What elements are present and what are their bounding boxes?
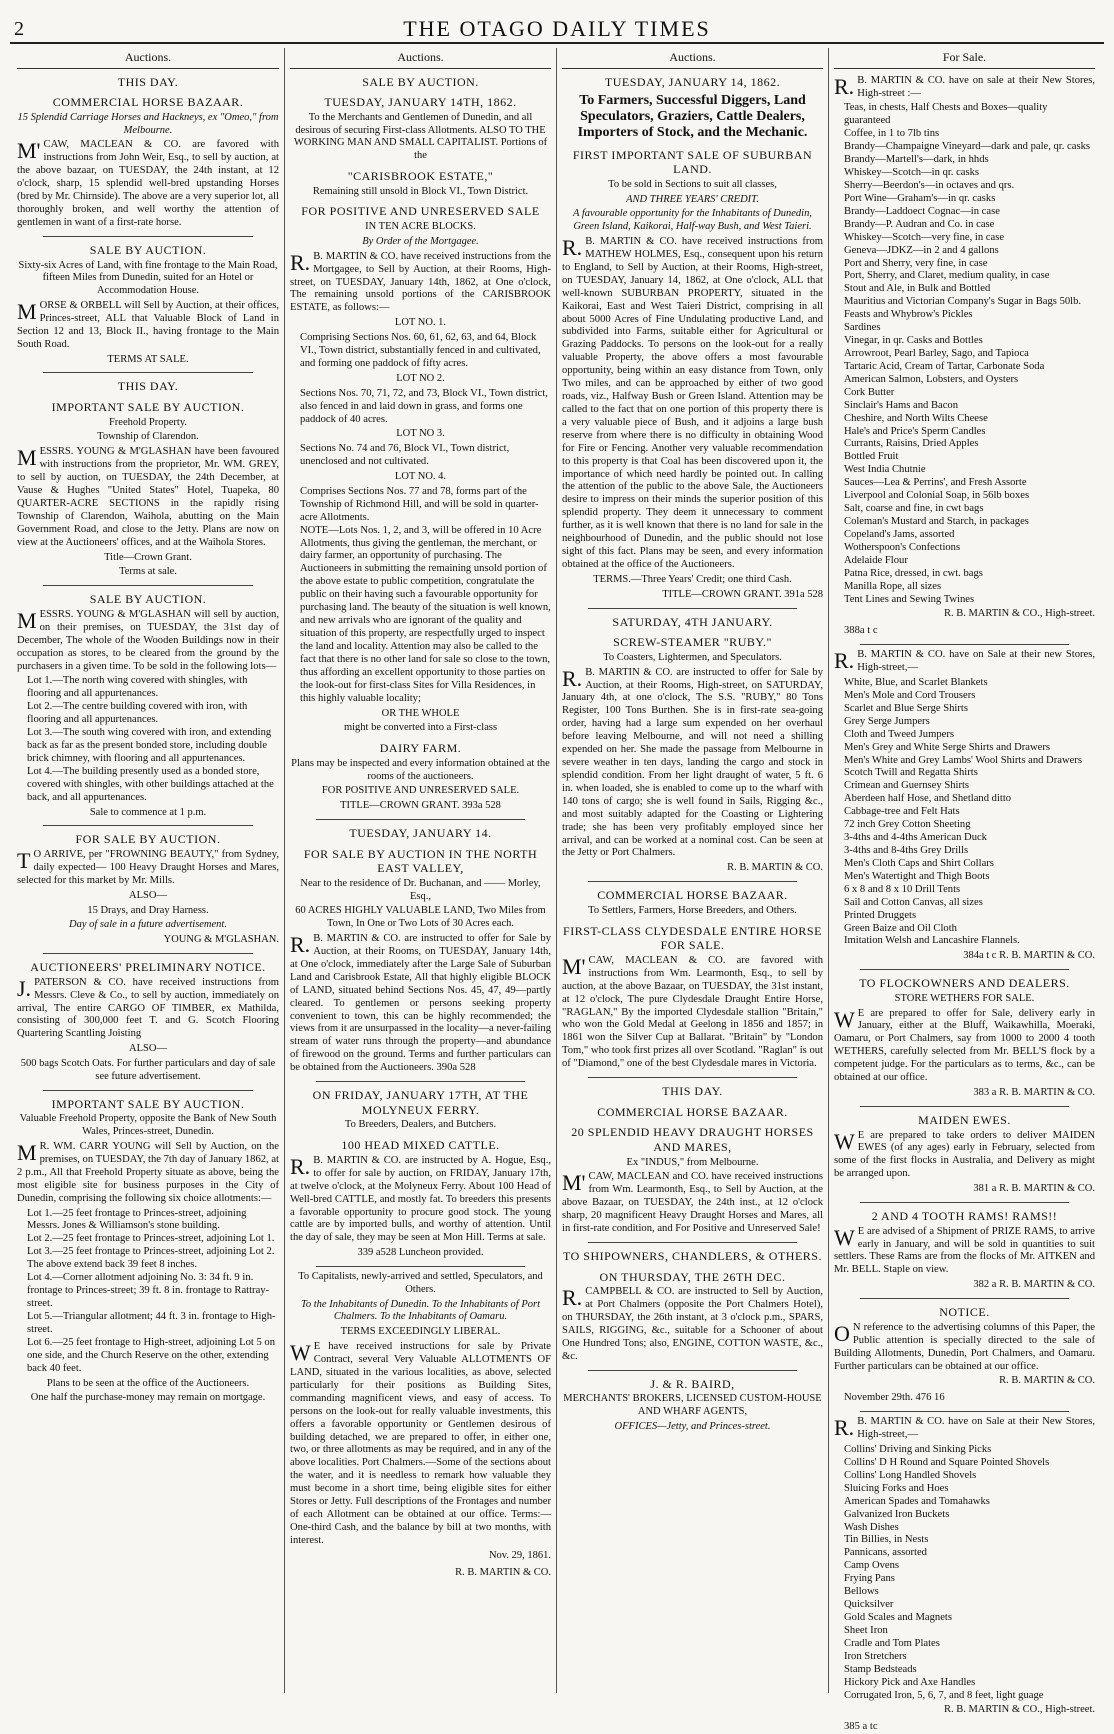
list-item: Whiskey—Scotch—in qr. casks	[844, 167, 980, 179]
column-2	[284, 48, 556, 1693]
list-item: Corrugated Iron, 5, 6, 7, and 8 feet, light guage	[844, 1689, 1044, 1701]
list-item: Cradle and Tom Plates	[844, 1637, 940, 1649]
list-item: Quicksilver	[844, 1599, 894, 1611]
list-item: Port Wine—Graham's—in qr. casks	[844, 192, 996, 204]
ad-terms: Terms at sale.	[119, 566, 177, 578]
ad-body: R.CAMPBELL & CO. are instructed to Sell by Auction, at Port Chalmers (opposite the Port Chalmers Hotel), on THURSDAY, the 26th instant, at 3 o'clock p.m., SPARS, SAILS, RIGGING, &c., suitable for a Schooner of about One Hundred Tons; also, ENGINE, COTTON WASTE, &c., &c.	[562, 1285, 823, 1362]
list-item: Currants, Raisins, Dried Apples	[844, 438, 979, 450]
ad-signature: YOUNG & M'GLASHAN.	[163, 934, 279, 946]
list-item: Sardines	[844, 322, 881, 334]
ad-ref: 388a t c	[844, 625, 878, 637]
ad-terms: TERMS AT SALE.	[107, 353, 189, 365]
ad-heading: TO FLOCKOWNERS AND DEALERS.	[859, 976, 1070, 991]
list-item: Cheshire, and North Wilts Cheese	[844, 412, 988, 424]
lot-item: Sections No. 74 and 76, Block VI., Town district, unenclosed and not cultivated.	[300, 443, 510, 468]
ad-heading: FIRST-CLASS CLYDESDALE ENTIRE HORSE FOR SALE.	[563, 923, 822, 953]
ad-subheading: Sixty-six Acres of Land, with fine frontage to the Main Road, fifteen Miles from Dunedin, suited for an Hotel or Accommodation House.	[18, 259, 278, 297]
list-item: 3-4ths and 4-4ths American Duck	[844, 832, 987, 844]
ad-body: R.B. MARTIN & CO. have on Sale at their new Stores, High-street,—	[834, 648, 1095, 674]
list-item: Salt, coarse and fine, in cwt bags	[844, 503, 984, 515]
ad-note: Plans may be inspected and every information obtained at the rooms of the auctioneers.	[291, 757, 550, 782]
ad-heading: SALE BY AUCTION.	[362, 74, 479, 89]
list-item: Tent Lines and Sewing Twines	[844, 593, 975, 605]
ad-subheading: Near to the residence of Dr. Buchanan, and —— Morley, Esq.,	[300, 877, 541, 902]
lot-item: Lot 6.—25 feet frontage to High-street, adjoining Lot 5 on one side, and the Church Reserve on the other, extending back 40 feet.	[27, 1336, 276, 1374]
divider	[316, 819, 525, 820]
list-item: Liverpool and Colonial Soap, in 56lb boxes	[844, 490, 1030, 502]
lot-item: Comprises Sections Nos. 77 and 78, forms part of the Township of Richmond Hill, and will be sold in quarter-acre Allotments.	[300, 485, 539, 523]
list-item: Crimean and Guernsey Shirts	[844, 780, 970, 792]
list-item: Feasts and Whybrow's Pickles	[844, 309, 973, 321]
ad-subheading: To Coasters, Lightermen, and Speculators.	[603, 651, 782, 663]
ad-heading: COMMERCIAL HORSE BAZAAR.	[597, 1104, 788, 1119]
ad-also: ALSO—	[129, 889, 167, 901]
divider	[43, 372, 253, 373]
ad-subheading: 15 Drays, and Dray Harness.	[87, 904, 209, 916]
ad-date: Nov. 29, 1861.	[488, 1549, 551, 1561]
ad-date: TUESDAY, JANUARY 14, 1862.	[604, 74, 781, 89]
divider	[43, 953, 253, 954]
lot-item: Lot 5.—Triangular allotment; 44 ft. 3 in. frontage to High-street.	[27, 1310, 276, 1335]
list-item: Hickory Pick and Axe Handles	[844, 1676, 976, 1688]
list-item: Camp Ovens	[844, 1560, 900, 1572]
divider	[43, 585, 253, 586]
ad-note: might be converted into a First-class	[343, 722, 498, 734]
ad-signature: R. B. MARTIN & CO., High-street.	[943, 608, 1095, 620]
ad-signature: R. B. MARTIN & CO.	[455, 1566, 551, 1578]
ad-subheading: Freehold Property.	[108, 416, 188, 428]
ad-body: MR. WM. CARR YOUNG will Sell by Auction, on the premises, on TUESDAY, the 7th day of January 1862, at 2 p.m., All that Freehold Property situate as above, being the most eligible site for business purposes in the City of Dunedin, comprising the following six choice allotments:—	[17, 1139, 279, 1204]
ad-subheading: To be sold in Sections to suit all classes,	[608, 178, 777, 190]
newspaper-title: THE OTAGO DAILY TIMES	[403, 16, 711, 41]
divider	[316, 1081, 525, 1082]
ad-body: MESSRS. YOUNG & M'GLASHAN will sell by auction, on their premises, on TUESDAY, the 31st day of December, The whole of the Wooden Buildings now in their occupation as stores, to be cleared from the ground by the purchasers in a given time. To be sold in the following lots—	[17, 607, 279, 672]
list-item: Aberdeen half Hose, and Shetland ditto	[844, 793, 1012, 805]
list-item: Collins' D H Round and Square Pointed Shovels	[844, 1456, 1050, 1468]
list-item: Bellows	[844, 1586, 879, 1598]
divider	[588, 608, 797, 609]
ad-ref: 385 a tc	[844, 1721, 878, 1733]
ad-body: J.PATERSON & CO. have received instructions from Messrs. Cleve & Co., to sell by auction, immediately on arrival, The entire CARGO OF TIMBER, ex Mathilda, consisting of 300,000 feet T. and G. Scotch Flooring Quartering Scantling Joisting	[17, 975, 279, 1040]
ad-body: R.B. MARTIN & CO. are instructed to offer for Sale by Auction, at their Rooms, on TUESDAY, January 14th, at One o'clock, immediately after the Large Sale of Suburban Land and Carisbrook Estate, All that highly eligible BLOCK of LAND, situated behind Sections Nos. 45, 47, 49—partly cleared. To gentlemen or persons seeking property convenient to town, this can be highly recommended; the views from it are unsurpassed in the locality—a never-failing stream of water runs through the property—and abundance of firewood on the ground. Terms and further particulars can be obtained from the Auctioneers. 390a 528	[290, 932, 551, 1074]
divider	[860, 1411, 1069, 1412]
ad-heading: COMMERCIAL HORSE BAZAAR.	[597, 888, 788, 903]
ad-subheading: Remaining still unsold in Block VI., Town District.	[312, 185, 529, 197]
ad-ref: 339 a528 Luncheon provided.	[357, 1247, 484, 1259]
ad-note: One half the purchase-money may remain on mortgage.	[30, 1392, 266, 1404]
list-item: 72 inch Grey Cotton Sheeting	[844, 819, 971, 831]
list-item: West India Chutnie	[844, 464, 926, 476]
divider	[43, 825, 253, 826]
list-item: Mauritius and Victorian Company's Sugar in Bags 50lb.	[844, 296, 1082, 308]
list-item: Tin Billies, in Nests	[844, 1534, 929, 1546]
ad-body: R.B. MARTIN & CO. have on Sale at their New Stores, High-street,—	[834, 1415, 1095, 1441]
ad-note: Sale to commence at 1 p.m.	[89, 806, 207, 818]
list-item: American Spades and Tomahawks	[844, 1495, 990, 1507]
list-item: Brandy—Laddoect Cognac—in case	[844, 205, 1000, 217]
list-item: Sinclair's Hams and Bacon	[844, 399, 959, 411]
page-number: 2	[14, 18, 24, 40]
ad-heading: FOR SALE BY AUCTION.	[75, 832, 221, 847]
list-item: Gold Scales and Magnets	[844, 1611, 952, 1623]
ad-heading: DAIRY FARM.	[379, 741, 462, 756]
lot-label: LOT NO 2.	[396, 372, 445, 384]
ad-heading: SCREW-STEAMER "RUBY."	[613, 635, 772, 650]
ad-note: FOR POSITIVE AND UNRESERVED SALE.	[321, 785, 520, 797]
list-item: Stamp Bedsteads	[844, 1663, 917, 1675]
list-item: Sherry—Beerdon's—in octaves and qrs.	[844, 180, 1015, 191]
lot-item: Lot 1.—The north wing covered with shingles, with flooring and all appurtenances.	[27, 675, 248, 700]
ad-heading: 100 HEAD MIXED CATTLE.	[341, 1138, 500, 1153]
lot-label: LOT NO. 1.	[394, 317, 447, 329]
list-item: Adelaide Flour	[844, 554, 908, 566]
ad-heading: FIRST IMPORTANT SALE OF SUBURBAN LAND.	[572, 147, 813, 177]
list-item: Galvanized Iron Buckets	[844, 1508, 950, 1520]
ad-body: R.B. MARTIN & CO. have received instructions from the Mortgagee, to Sell by Auction, at their Rooms, High-street, on TUESDAY, January 14th, 1862, at One o'clock, The remaining unsold portions of the CARISBROOK ESTATE, as follows:—	[290, 249, 551, 314]
list-item: Cabbage-tree and Felt Hats	[844, 806, 960, 818]
list-item: Cloth and Tweed Jumpers	[844, 728, 954, 740]
ad-subheading: A favourable opportunity for the Inhabitants of Dunedin, Green Island, Kaikorai, Half-way Bush, and West Taieri.	[573, 208, 812, 233]
ad-body: R.B. MARTIN & CO. are instructed by A. Hogue, Esq., to offer for sale by auction, on FRIDAY, January 17th, at twelve o'clock, at the Molyneux Ferry. About 100 Head of Well-bred CATTLE, and mostly fat. To breeders this presents a favorable opportunity to procure good stock. The young cattle are by imported bulls, and worthy of attention. Until the day of sale, they may be seen at Mon Hill. Terms at sale.	[290, 1153, 551, 1244]
ad-note: 500 bags Scotch Oats. For further particulars and day of sale see future advertisement.	[20, 1058, 276, 1082]
ad-heading: AUCTIONEERS' PRELIMINARY NOTICE.	[30, 960, 266, 975]
ad-body: MORSE & ORBELL will Sell by Auction, at their offices, Princes-street, ALL that Valuable Block of Land in Section 12 and 13, Block II., having frontage to the Main South Road.	[17, 298, 279, 350]
list-item: Arrowroot, Pearl Barley, Sago, and Tapioca	[844, 347, 1029, 359]
list-item: 3-4ths and 8-4ths Grey Drills	[844, 844, 969, 856]
ad-heading: THIS DAY.	[117, 379, 179, 394]
list-item: Patna Rice, dressed, in cwt. bags	[844, 567, 983, 579]
ad-office: OFFICES—Jetty, and Princes-street.	[614, 1421, 771, 1433]
list-item: Printed Druggets	[844, 909, 917, 921]
ad-body: R.B. MARTIN & CO. are instructed to offer for Sale by Auction, at their Rooms, High-street, on SATURDAY, January 4th, at one o'clock, The S.S. "RUBY," 80 Tons Register, 100 Tons Burthen. She is in first-rate sea-going order, having had a large sum expended on her overhaul before leaving Melbourne, and will not need a shilling expended on her. She made the passage from Melbourne in severe weather in ten days, landing the cargo and stock in splendid condition. From her light draught of water, 5 ft. 6 in. when loaded, she is enabled to come up to the wharf with 140 tons of cargo; she is well found in Sails, Rigging &c., and most suitably adapted for the Coasting or Lightering trade; she has been very profitably employed since her arrival, and can be worked at a nominal cost. Can be seen at the Jetty or Port Chalmers.	[562, 665, 823, 859]
list-item: Bottled Fruit	[844, 451, 899, 463]
ad-signature: 381 a R. B. MARTIN & CO.	[973, 1183, 1095, 1195]
column-4	[828, 48, 1100, 1733]
list-item: Geneva—JDKZ—in 2 and 4 gallons	[844, 244, 999, 256]
list-item: Wash Dishes	[844, 1521, 899, 1533]
list-item: Manilla Rope, all sizes	[844, 580, 942, 592]
ad-subheading: Township of Clarendon.	[97, 431, 199, 443]
list-item: Frying Pans	[844, 1573, 895, 1585]
column-header: For Sale.	[834, 48, 1095, 69]
ad-heading: TO SHIPOWNERS, CHANDLERS, & OTHERS.	[563, 1249, 822, 1264]
lot-item: Lot 2.—25 feet frontage to Princes-street, adjoining Lot 1.	[27, 1233, 275, 1245]
column-header: Auctions.	[562, 48, 823, 69]
column-header: Auctions.	[17, 48, 279, 69]
ad-body: WE are prepared to take orders to deliver MAIDEN EWES (of any ages) early in February, selected from some of the first flocks in Australia, and Delivery as might be arranged upon.	[834, 1128, 1095, 1180]
list-item: Collins' Driving and Sinking Picks	[844, 1443, 992, 1455]
ad-body: WE are prepared to offer for Sale, delivery early in January, either at the Bluff, Waikawhilla, Moeraki, Oamaru, or Port Chalmers, say from 1000 to 2000 4 tooth WETHERS, carefully selected from Mr. BELL'S flock by a competent judge. For the particulars as to terms, &c., can be obtained at our office.	[834, 1006, 1095, 1084]
list-item: Coffee, in 1 to 7lb tins	[844, 128, 940, 140]
divider	[588, 881, 797, 882]
list-item: 6 x 8 and 8 x 10 Drill Tents	[844, 883, 961, 895]
list-item: Scotch Twill and Regatta Shirts	[844, 767, 978, 779]
ad-estate: "CARISBROOK ESTATE,"	[347, 169, 494, 184]
list-item: Iron Stretchers	[844, 1650, 907, 1662]
list-item: Brandy—Champaigne Vineyard—dark and pale, qr. casks	[844, 141, 1090, 153]
list-item: Brandy—Martell's—dark, in hhds	[844, 154, 989, 166]
ad-body: M'CAW, MACLEAN & CO. are favored with instructions from Wm. Learmonth, Esq., to sell by auction, at the above Bazaar, on TUESDAY, the 31st instant, at 12 o'clock, The pure Clydesdale Draught Entire Horse, "RAGLAN," By the imported Clydesdale stallion "Britain," who won the Gold Medal at Geelong in 1856 and 1857; in 1861 won the Silver Cup at Ballarat. "Britain" by "London Tom," who took first prizes all over Scotland. "Raglan" is out of "Diamond," one of the best Clydesdale mares in Victoria.	[562, 953, 823, 1070]
ad-note: NOTE—Lots Nos. 1, 2, and 3, will be offered in 10 Acre Allotments, thus giving the gentleman, the merchant, or dairy farmer, an opportunity of purchasing. The Auctioneers in submitting the remaining unsold portion of the above estate to public competition, congratulate the public on their having such a favourable opportunity for purchasing land. The beauty of the situation is well known, and new arrivals who are ignorant of the quality and situation of this property, are respectfully urged to inspect the land and locality. Attention may also be called to the fact that there is no other land for sale so close to the town, thus affording an excellent opportunity to those parties on the look-out for first-class Sites for Villa Residences, in this highly valuable locality;	[300, 524, 551, 704]
ad-also: ALSO—	[129, 1043, 167, 1055]
list-item: Teas, in chests, Half Chests and Boxes—quality guaranteed	[844, 102, 1048, 127]
ad-heading: THIS DAY.	[117, 74, 179, 89]
list-item: Whiskey—Scotch—very fine, in case	[844, 231, 1005, 243]
list-item: Stout and Ale, in Bulk and Bottled	[844, 283, 991, 295]
list-item: Men's Cloth Caps and Shirt Collars	[844, 857, 994, 869]
ad-heading: FOR POSITIVE AND UNRESERVED SALE	[301, 204, 540, 219]
ad-note: Plans to be seen at the office of the Auctioneers.	[46, 1377, 250, 1389]
list-item: Cork Butter	[844, 386, 895, 398]
list-item: Copeland's Jams, assorted	[844, 528, 955, 540]
list-item: Tartaric Acid, Cream of Tartar, Carbonate Soda	[844, 360, 1045, 372]
list-item: Brandy—P. Audran and Co. in case	[844, 218, 995, 230]
list-item: Men's Grey and White Serge Shirts and Drawers	[844, 741, 1050, 753]
ad-subheading: Ex "INDUS," from Melbourne.	[626, 1156, 759, 1168]
ad-subheading: AND THREE YEARS' CREDIT.	[626, 193, 759, 205]
ad-title: Title—Crown Grant.	[104, 551, 192, 563]
ad-heading: 20 SPLENDID HEAVY DRAUGHT HORSES AND MARES,	[571, 1125, 814, 1155]
ad-heading: IMPORTANT SALE BY AUCTION.	[51, 1096, 245, 1111]
list-item: Hale's and Price's Sperm Candles	[844, 425, 986, 437]
list-item: Port and Sherry, very fine, in case	[844, 257, 988, 269]
list-item: Men's Watertight and Thigh Boots	[844, 870, 990, 882]
ad-heading: MAIDEN EWES.	[918, 1112, 1011, 1127]
ad-intro: To the Merchants and Gentlemen of Dunedin, and all desirous of securing First-class Allotments. ALSO TO THE WORKING MAN AND SMALL CAPITALIST. Portions of the	[293, 111, 548, 162]
ad-heading: ON FRIDAY, JANUARY 17TH, AT THE MOLYNEUX FERRY.	[312, 1088, 529, 1117]
divider	[588, 1077, 797, 1078]
divider	[860, 1298, 1069, 1299]
list-item: Wotherspoon's Confections	[844, 541, 961, 553]
ad-subheading: MERCHANTS' BROKERS, LICENSED CUSTOM-HOUSE AND WHARF AGENTS,	[563, 1393, 822, 1418]
list-item: Sail and Cotton Canvas, all sizes	[844, 896, 983, 908]
masthead	[0, 0, 1114, 41]
ad-subheading: To Settlers, Farmers, Horse Breeders, and Others.	[588, 904, 797, 916]
ad-heading: NOTICE.	[939, 1305, 990, 1320]
divider	[860, 644, 1069, 645]
list-item: Collins' Long Handled Shovels	[844, 1469, 977, 1481]
lot-label: LOT NO 3.	[396, 428, 445, 440]
list-item: Grey Serge Jumpers	[844, 715, 930, 727]
ad-heading: SALE BY AUCTION.	[89, 242, 207, 257]
lot-item: Lot 4.—Corner allotment adjoining No. 3: 34 ft. 9 in. frontage to Princes-street; 39 ft. 8 in. frontage to Rattray-street.	[27, 1272, 270, 1309]
ad-signature: 384a t c R. B. MARTIN & CO.	[963, 950, 1095, 962]
lot-item: The above extend back 39 feet 8 inches.	[27, 1259, 198, 1271]
list-item: Scarlet and Blue Serge Shirts	[844, 702, 968, 714]
ad-signature: R. B. MARTIN & CO.	[999, 1375, 1095, 1387]
ad-body: MESSRS. YOUNG & M'GLASHAN have been favoured with instructions from the proprietor, Mr. WM. GREY, to sell by auction, on TUESDAY, the 24th December, at Vause & Hughes "United States" Hotel, Tuapeka, 80 QUARTER-ACRE SECTIONS in the rapidly rising Township of Clarendon, Waihola, abutting on the Main Government Road, and close to the Jetty. Plans are now on view at the Auctioneers' offices, and at the Waihola Stores.	[17, 445, 279, 548]
list-item: Coleman's Mustard and Starch, in packages	[844, 515, 1029, 527]
ad-date: TUESDAY, JANUARY 14.	[349, 825, 492, 840]
ad-signature: R. B. MARTIN & CO.	[727, 862, 823, 874]
ad-body: TO ARRIVE, per "FROWNING BEAUTY," from Sydney, daily expected— 100 Heavy Draught Horses and Mares, selected for this market by Mr. Mills.	[17, 848, 279, 886]
ad-heading: IMPORTANT SALE BY AUCTION.	[51, 400, 245, 415]
ad-subheading: To Breeders, Dealers, and Butchers.	[344, 1119, 497, 1131]
ad-heading: J. & R. BAIRD,	[650, 1376, 735, 1391]
ad-date: TUESDAY, JANUARY 14TH, 1862.	[324, 95, 517, 110]
ad-heading: SALE BY AUCTION.	[89, 592, 207, 607]
divider	[316, 1266, 525, 1267]
list-item: White, Blue, and Scarlet Blankets	[844, 676, 988, 688]
ad-signature: 383 a R. B. MARTIN & CO.	[973, 1087, 1095, 1099]
ad-subheading: STORE WETHERS FOR SALE.	[894, 992, 1035, 1004]
ad-heading: 2 AND 4 TOOTH RAMS! RAMS!!	[871, 1209, 1058, 1223]
ad-heading: To Capitalists, newly-arrived and settled, Speculators, and Others.	[298, 1271, 543, 1295]
ad-heading: FOR SALE BY AUCTION IN THE NORTH EAST VALLEY,	[303, 846, 538, 876]
lot-item: Lot 2.—The centre building covered with iron, with flooring and all appurtenances.	[27, 701, 248, 726]
list-item: American Salmon, Lobsters, and Oysters	[844, 373, 1019, 385]
ad-terms: TERMS EXCEEDINGLY LIBERAL.	[340, 1326, 501, 1338]
list-item: Sauces—Lea & Perrins', and Fresh Assorte	[844, 477, 1027, 489]
list-item: Men's Mole and Cord Trousers	[844, 689, 976, 701]
ad-subheading: Valuable Freehold Property, opposite the Bank of New South Wales, Princes-street, Dunedin.	[19, 1113, 277, 1138]
ad-heading: To Farmers, Successful Diggers, Land Speculators, Graziers, Cattle Dealers, Importers of Stock, and the Mechanic.	[577, 93, 808, 141]
ad-body: R.B. MARTIN & CO. have received instructions from MATHEW HOLMES, Esq., consequent upon his return to England, to Sell by Auction, at their Rooms, High-street, on TUESDAY, January 14, 1862, at One o'clock, ALL that well-known SUBURBAN PROPERTY, situated in the Kaikorai, East and West Taieri District, comprising in all about 5000 Acres of Fine Undulating productive Land, and subdivided into Farms, suitable either for Agricultural or Grazing Paddocks. To persons on the look-out for a really valuable Property, the above offers a most favourable opportunity, being within an easy distance from Town, only Two miles, and can be approached by either of two good roads, viz., Halfway Bush or Green Island. Attention may be called to the fact that on one portion of this property there is a very valuable piece of Bush, and it adjoins a large bush reserve from where there is no difficulty in obtaining Wood for Fire or Fencing. Another very valuable recommendation to this property is that Coal has been discovered upon it, the importance of which need hardly be pointed out. In calling the attention of the public to the above Sale, the Auctioneers desire to impress on their minds the superior position of this splendid property. They deem it unnecessary to comment further, as it is well known that there is no land for sale in the neighbourhood of Dunedin, and the public should not lose sight of this fact. Plans may be seen, and every information obtained at the office of the Auctioneers.	[562, 234, 823, 571]
ad-or: OR THE WHOLE	[381, 707, 460, 719]
lot-item: Comprising Sections Nos. 60, 61, 62, 63, and 64, Block VI., Town district, substantially fenced in and cultivated, and forming one paddock of fifty acres.	[300, 332, 541, 369]
ad-subheading: 60 ACRES HIGHLY VALUABLE LAND, Two Miles from Town, In One or Two Lots of 30 Acres each.	[295, 905, 546, 930]
list-item: Men's White and Grey Lambs' Wool Shirts and Drawers	[844, 754, 1082, 766]
divider	[588, 1370, 797, 1371]
ad-title: TITLE—CROWN GRANT. 393a 528	[340, 800, 501, 812]
divider	[860, 1106, 1069, 1107]
ad-date: SATURDAY, 4TH JANUARY.	[612, 614, 773, 629]
ad-date: ON THURSDAY, THE 26TH DEC.	[599, 1269, 786, 1284]
column-3	[556, 48, 828, 1693]
lot-item: Lot 4.—The building presently used as a bonded store, covered with shingles, with other buildings attached at the back, and all appurtenances.	[27, 765, 274, 803]
ad-body: M'CAW, MACLEAN & CO. are favored with instructions from John Weir, Esq., to sell by auction, at the above bazaar, on TUESDAY, the 24th instant, at 12 o'clock, sharp, 15 splendid well-bred upstanding Horses (bred by Mr. Chirnside). The above are a very superior lot, all thoroughly broken, and well worthy the attention of gentlemen in want of a first-rate horse.	[17, 138, 279, 228]
ad-body: ON reference to the advertising columns of this Paper, the Public attention is specially directed to the sale of Building Allotments, Dunedin, Port Chalmers, and Oamaru. Further particulars can be obtained at our office.	[834, 1320, 1095, 1372]
lot-item: Lot 3.—The south wing covered with iron, and extending back as far as the present bonded store, including double brick chimney, with flooring and all appurtenances.	[27, 727, 272, 764]
ad-date: November 29th. 476 16	[844, 1392, 945, 1404]
ad-subheading: 15 Splendid Carriage Horses and Hackneys, ex "Omeo," from Melbourne.	[17, 111, 279, 136]
divider	[860, 1202, 1069, 1203]
column-1	[12, 48, 284, 1693]
divider	[588, 1242, 797, 1243]
ad-order: By Order of the Mortgagee.	[362, 235, 479, 247]
ad-signature: 382 a R. B. MARTIN & CO.	[973, 1279, 1095, 1291]
ad-body: R.B. MARTIN & CO. have on sale at their New Stores, High-street :—	[834, 73, 1095, 99]
ad-title: TITLE—CROWN GRANT. 391a 528	[662, 588, 823, 600]
ad-body: WE have received instructions for sale by Private Contract, several Very Valuable ALLOTMENTS OF LAND, situated in the various localities, as above, selected particularly for their positions as Building Sites, commanding magnificent views, and easy of access. To persons on the look-out for really valuable investments, this offers a favorable opportunity or Gentlemen desirous of building detached, we are prepared to offer, in either one, two, or three allotments as may be required, and in any of the above localities. Port Chalmers.—Some of the sections about the water, and it is needless to remark how valuable they must become in a short time, being eligible sites for either Stores or Jetty. Full descriptions of the Frontages and number of each Allotment can be obtained at our office. Terms:—One-third Cash, and the balance by bill at two months, with interest.	[290, 1340, 551, 1546]
divider	[43, 1090, 253, 1091]
list-item: Sheet Iron	[844, 1624, 888, 1636]
list-item: Port, Sherry, and Claret, medium quality, in case	[844, 270, 1050, 282]
lot-label: LOT NO. 4.	[394, 471, 447, 483]
divider	[43, 236, 253, 237]
lot-item: Lot 3.—25 feet frontage to Princes-street, adjoining Lot 2.	[27, 1246, 275, 1258]
list-item: Sluicing Forks and Hoes	[844, 1482, 949, 1494]
ad-terms: TERMS.—Three Years' Credit; one third Cash.	[593, 573, 792, 585]
divider	[860, 969, 1069, 970]
ad-subheading: IN TEN ACRE BLOCKS.	[365, 221, 476, 233]
list-item: Green Baize and Oil Cloth	[844, 922, 957, 934]
ad-note: Day of sale in a future advertisement.	[69, 919, 227, 931]
masthead-rule	[10, 42, 1104, 44]
ad-body: WE are advised of a Shipment of PRIZE RAMS, to arrive early in January, and will be sold in quantities to suit settlers. These Rams are from the flocks of Mr. AITKEN and Mr. BELL. Staple on view.	[834, 1224, 1095, 1276]
ad-signature: R. B. MARTIN & CO., High-street.	[943, 1704, 1095, 1716]
ad-subheading: To the Inhabitants of Dunedin. To the Inhabitants of Port Chalmers. To the Inhabitants of Oamaru.	[301, 1298, 540, 1323]
list-item: Pannicans, assorted	[844, 1547, 927, 1559]
ad-heading: COMMERCIAL HORSE BAZAAR.	[52, 95, 244, 110]
columns	[12, 48, 1102, 1733]
lot-item: Sections Nos. 70, 71, 72, and 73, Block VI., Town district, also fenced in and laid down in grass, and forms one paddock of 40 acres.	[300, 387, 548, 425]
lot-item: Lot 1.—25 feet frontage to Princes-street, adjoining Messrs. Jones & Williamson's stone building.	[27, 1207, 247, 1232]
ad-heading: THIS DAY.	[662, 1084, 723, 1099]
list-item: Vinegar, in qr. Casks and Bottles	[844, 335, 983, 347]
column-header: Auctions.	[290, 48, 551, 69]
ad-body: M'CAW, MACLEAN and CO. have received instructions from Wm. Learmonth, Esq., to Sell by Auction, at the above Bazaar, on TUESDAY, the 24th inst., at 12 o'clock sharp, 20 magnificent Heavy Draught Horses and Mares, all in first-rate condition, and For Positive and Unreserved Sale!	[562, 1170, 823, 1235]
list-item: Imitation Welsh and Lancashire Flannels.	[844, 935, 1020, 947]
